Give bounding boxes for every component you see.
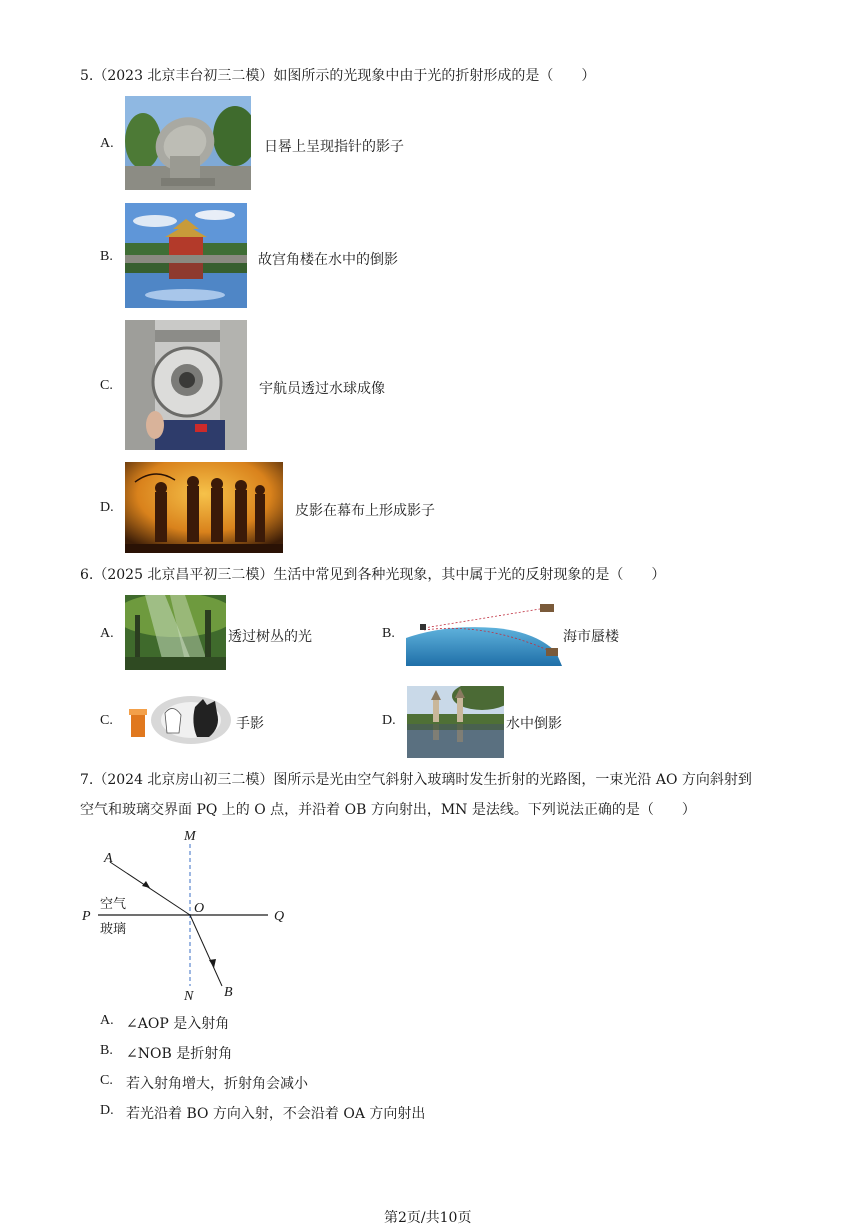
q7-option-c-text: 若入射角增大，折射角会减小 [126, 1076, 308, 1092]
q7-stem-line2: 空气和玻璃交界面 PQ 上的 O 点，并沿着 OB 方向射出，MN 是法线。下列说法正确的是（ ） [80, 802, 696, 818]
q7-option-a-letter: A. [100, 1013, 114, 1028]
hand-shadow-photo [125, 693, 232, 747]
forbidden-city-corner-tower-photo [125, 203, 247, 308]
q7-option-c-letter: C. [100, 1073, 113, 1088]
q6-option-d-text: 水中倒影 [506, 716, 562, 732]
label-glass: 玻璃 [100, 922, 127, 937]
q7-option-b-letter: B. [100, 1043, 113, 1058]
label-a: A [104, 851, 113, 866]
q5-stem: 5.（2023 北京丰台初三二模）如图所示的光现象中由于光的折射形成的是（ ） [80, 68, 596, 84]
q5-option-d-letter: D. [100, 500, 114, 515]
q5-option-c-letter: C. [100, 378, 113, 393]
q7-option-d-text: 若光沿着 BO 方向入射，不会沿着 OA 方向射出 [126, 1106, 426, 1122]
label-air: 空气 [100, 897, 127, 912]
label-m: M [184, 829, 196, 844]
refracted-ray-ob [190, 915, 222, 986]
q6-option-b-letter: B. [382, 626, 395, 641]
forest-light-photo [125, 595, 226, 670]
q7-stem-line1: 7.（2024 北京房山初三二模）图所示是光由空气斜射入玻璃时发生折射的光路图，一束光沿 AO 方向斜射到 [80, 772, 752, 788]
q6-stem: 6.（2025 北京昌平初三二模）生活中常见到各种光现象，其中属于光的反射现象的是（ ） [80, 567, 666, 583]
q7-option-a-text: ∠AOP 是入射角 [126, 1016, 230, 1032]
q7-option-b-text: ∠NOB 是折射角 [126, 1046, 233, 1062]
label-n: N [184, 989, 194, 1004]
q6-option-b-text: 海市蜃楼 [563, 629, 619, 645]
q6-option-c-letter: C. [100, 713, 113, 728]
astronaut-water-ball-photo [125, 320, 247, 450]
refracted-arrow [209, 959, 216, 968]
label-q: Q [274, 909, 285, 924]
sundial-photo [125, 96, 251, 190]
label-p: P [82, 909, 91, 924]
shadow-puppet-photo [125, 462, 283, 553]
refraction-diagram [78, 826, 298, 1004]
q6-option-a-text: 透过树丛的光 [228, 629, 312, 645]
q5-option-a-letter: A. [100, 136, 114, 151]
q5-option-d-text: 皮影在幕布上形成影子 [295, 503, 435, 519]
q7-option-d-letter: D. [100, 1103, 114, 1118]
label-o: O [194, 901, 205, 916]
q5-option-c-text: 宇航员透过水球成像 [259, 381, 385, 397]
q5-option-b-text: 故宫角楼在水中的倒影 [258, 252, 398, 268]
q5-option-a-text: 日晷上呈现指针的影子 [264, 139, 404, 155]
mirage-diagram [406, 600, 562, 666]
q6-option-c-text: 手影 [236, 716, 264, 732]
pagoda-reflection-photo [407, 686, 504, 758]
q6-option-a-letter: A. [100, 626, 114, 641]
q6-option-d-letter: D. [382, 713, 396, 728]
label-b: B [224, 985, 233, 1000]
q5-option-b-letter: B. [100, 249, 113, 264]
page-number: 第2页/共10页 [384, 1210, 472, 1226]
